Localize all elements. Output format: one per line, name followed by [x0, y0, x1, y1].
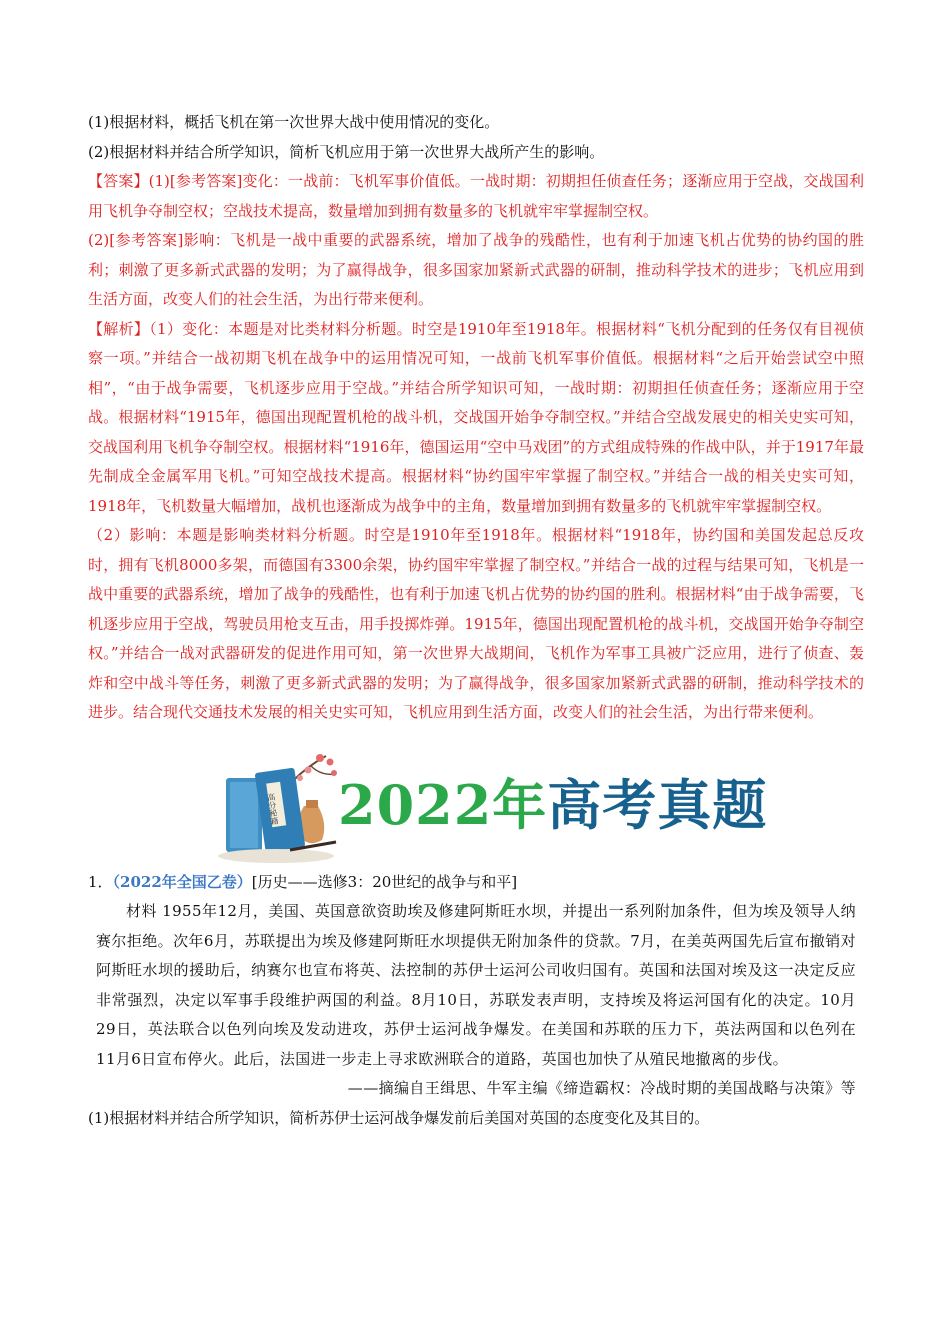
sub-question-1: (1)根据材料并结合所学知识，简析苏伊士运河战争爆发前后美国对英国的态度变化及其目的。	[88, 1108, 710, 1127]
material-text: 材料 1955年12月，美国、英国意欲资助埃及修建阿斯旺水坝，并提出一系列附加条件，但为埃及领导人纳赛尔拒绝。次年6月，苏联提出为埃及修建阿斯旺水坝提供无附加条件的贷款。7月，在美英两国先后宣布撤销对阿斯旺水坝的援助后，纳赛尔也宣布将英、法控制的苏伊士运河公司收归国有。英国和法国对埃及这一决定反应非常强烈，决定以军事手段维护两国的利益。8月10日，苏联发表声明，支持埃及将运河国有化的决定。10月29日，英法联合以色列向埃及发动进攻，苏伊士运河战争爆发。在美国和苏联的压力下，英法两国和以色列在11月6日宣布停火。此后，法国进一步走上寻求欧洲联合的道路，英国也加快了从殖民地撤离的步伐。	[96, 902, 856, 1068]
material-citation: ——摘编自王缉思、牛军主编《缔造霸权：冷战时期的美国战略与决策》等	[347, 1079, 856, 1097]
book-label: 高分秘籍	[266, 792, 280, 825]
banner-year: 2022年	[338, 772, 548, 837]
answer-1: 【答案】(1)[参考答案]变化：一战前：飞机军事价值低。一战时期：初期担任侦查任务；逐渐应用于空战，交战国利用飞机争夺制空权；空战技术提高，数量增加到拥有数量多的飞机就牢牢掌握制空权。	[88, 172, 864, 220]
question-source: （2022年全国乙卷）	[112, 872, 252, 891]
question-1-text: (1)根据材料，概括飞机在第一次世界大战中使用情况的变化。	[88, 113, 500, 131]
analysis-1: 【解析】（1）变化：本题是对比类材料分析题。时空是1910年至1918年。根据材料“飞机分配到的任务仅有目视侦察一项。”并结合一战初期飞机在战争中的运用情况可知，一战前飞机军事价值低。根据材料“之后开始尝试空中照相”，“由于战争需要，飞机逐步应用于空战。”并结合所学知识可知，一战时期：初期担任侦查任务；逐渐应用于空战。根据材料“1915年，德国出现配置机枪的战斗机，交战国开始争夺制空权。”并结合空战发展史的相关史实可知，交战国利用飞机争夺制空权。根据材料“1916年，德国运用“空中马戏团”的方式组成特殊的作战中队，并于1917年最先制成全金属军用飞机。”可知空战技术提高。根据材料“协约国牢牢掌握了制空权。”并结合一战的相关史实可知，1918年，飞机数量大幅增加，战机也逐渐成为战争中的主角，数量增加到拥有数量多的飞机就牢牢掌握制空权。	[88, 319, 864, 515]
question-number: 1．	[88, 872, 113, 891]
page-content	[88, 108, 864, 1133]
analysis-2: （2）影响：本题是影响类材料分析题。时空是1910年至1918年。根据材料“1918年，协约国和美国发起总反攻时，拥有飞机8000多架，而德国有3300余架，协约国牢牢掌握了制空权。”并结合一战的过程与结果可知，飞机是一战中重要的武器系统，增加了战争的残酷性，也有利于加速飞机占优势的协约国的胜利。根据材料“由于战争需要，飞机逐步应用于空战，驾驶员用枪支互击，用手投掷炸弹。1915年，德国出现配置机枪的战斗机，交战国开始争夺制空权。”并结合一战对武器研发的促进作用可知，第一次世界大战期间，飞机作为军事工具被广泛应用，进行了侦查、轰炸和空中战斗等任务，刺激了更多新式武器的发明；为了赢得战争，很多国家加紧新式武器的研制，推动科学技术的进步。结合现代交通技术发展的相关史实可知，飞机应用到生活方面，改变人们的社会生活，为出行带来便利。	[88, 526, 864, 721]
answer-2: (2)[参考答案]影响：飞机是一战中重要的武器系统，增加了战争的残酷性，也有利于加速飞机占优势的协约国的胜利；刺激了更多新式武器的发明；为了赢得战争，很多国家加紧新式武器的研制，推动科学技术的进步；飞机应用到生活方面，改变人们的社会生活，为出行带来便利。	[88, 231, 864, 308]
question-2-text: (2)根据材料并结合所学知识，简析飞机应用于第一次世界大战所产生的影响。	[88, 142, 605, 161]
banner-title	[338, 770, 767, 840]
question-header	[88, 868, 864, 898]
banner-heading: 高考真题	[547, 772, 768, 837]
book-illustration-icon	[216, 748, 346, 866]
section-banner	[88, 748, 864, 866]
question-topic: [历史——选修3：20世纪的战争与和平]	[251, 872, 518, 891]
